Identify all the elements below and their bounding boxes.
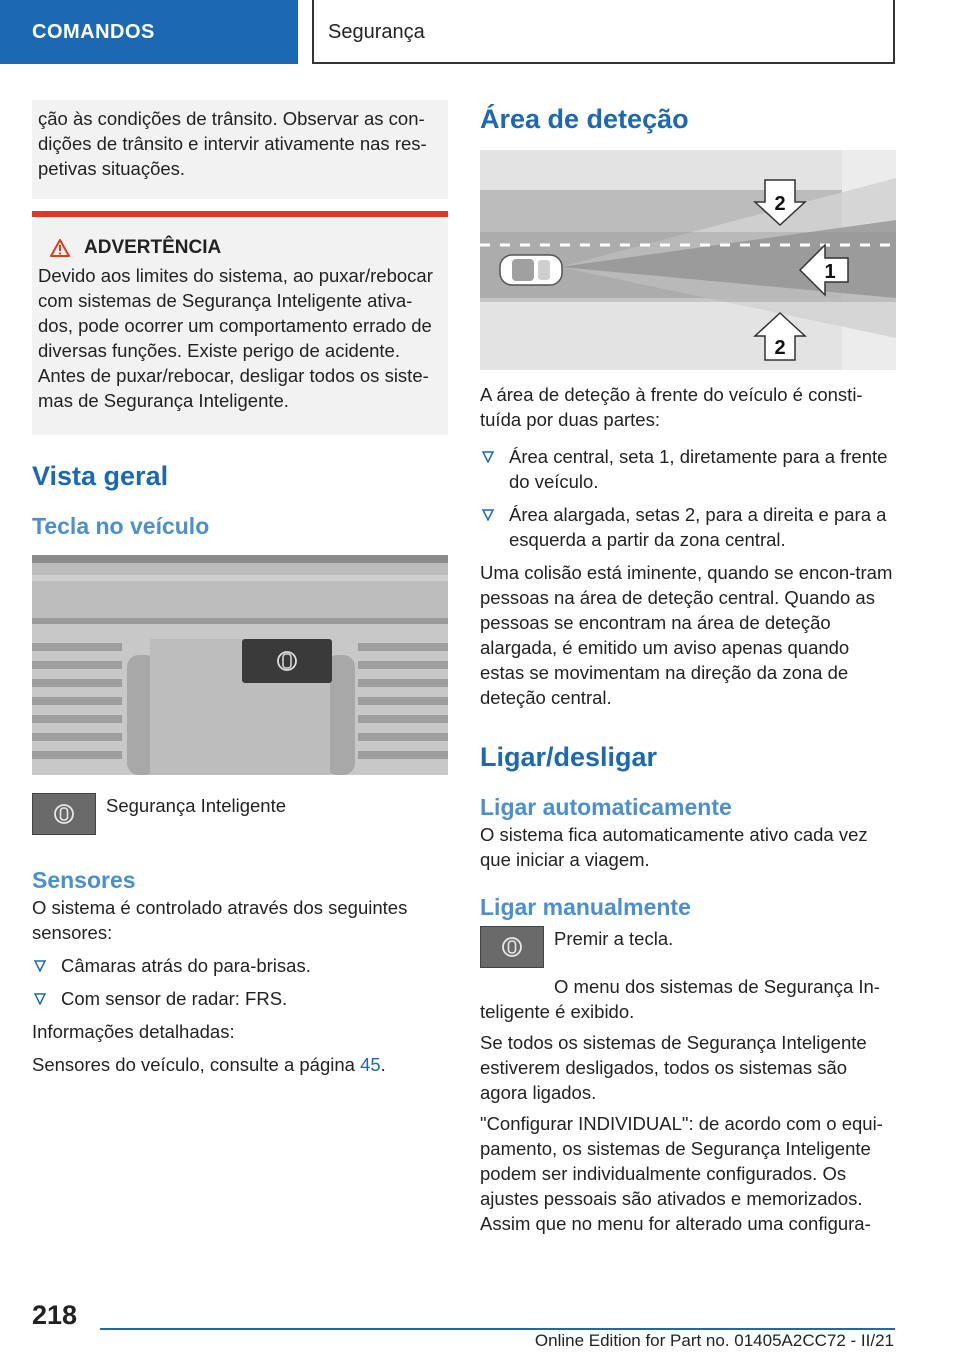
detection-heading: Área de deteção bbox=[480, 104, 689, 134]
intelligent-safety-button-icon bbox=[32, 793, 96, 835]
bullet-triangle-icon bbox=[34, 993, 46, 1005]
bullet-triangle-icon bbox=[34, 960, 46, 972]
svg-text:1: 1 bbox=[824, 261, 836, 283]
list-item: Área alargada, setas 2, para a direita e para a esquerda a partir da zona central. bbox=[480, 502, 896, 552]
warning-icon bbox=[50, 239, 70, 257]
list-item: Câmaras atrás do para-brisas. bbox=[32, 953, 448, 978]
continued-note-box bbox=[32, 100, 448, 199]
detection-list bbox=[480, 444, 896, 552]
list-item: Com sensor de radar: FRS. bbox=[32, 986, 448, 1011]
footer-divider bbox=[100, 1328, 895, 1330]
auto-heading: Ligar automaticamente bbox=[480, 794, 732, 820]
svg-text:2: 2 bbox=[774, 337, 786, 359]
sensors-list bbox=[32, 953, 448, 1011]
svg-text:2: 2 bbox=[774, 193, 786, 215]
chapter-tab bbox=[312, 0, 895, 64]
vehicle-icon bbox=[500, 255, 562, 285]
left-column bbox=[32, 100, 448, 1077]
section-tab bbox=[0, 0, 298, 64]
manual-step1: Premir a tecla. bbox=[554, 928, 674, 949]
manual-text1: Se todos os sistemas de Segurança Inteligente estiverem desligados, todos os sistemas são agora ligados. bbox=[480, 1032, 867, 1103]
list-item: Área central, seta 1, diretamente para a frente do veículo. bbox=[480, 444, 896, 494]
intelligent-safety-button-icon bbox=[480, 926, 544, 968]
right-column bbox=[480, 100, 896, 1236]
detection-text: Uma colisão está iminente, quando se encon-tram pessoas na área de deteção central. Quando as pessoas se encontram na área de deteção alargada, é emitido um aviso apenas quando estas se movimentam na direção da zona de deteção central. bbox=[480, 562, 893, 708]
detection-intro: A área de deteção à frente do veículo é consti-tuída por duas partes: bbox=[480, 384, 863, 430]
onoff-heading: Ligar/desligar bbox=[480, 742, 658, 772]
chapter-label: Segurança bbox=[328, 21, 425, 43]
overview-heading: Vista geral bbox=[32, 461, 169, 491]
car-shield-icon bbox=[501, 936, 523, 958]
page-number: 218 bbox=[32, 1300, 78, 1330]
button-heading: Tecla no veículo bbox=[32, 513, 210, 539]
manual-heading: Ligar manualmente bbox=[480, 894, 691, 920]
warning-title bbox=[38, 237, 440, 259]
button-caption: Segurança Inteligente bbox=[106, 795, 286, 816]
car-shield-icon bbox=[53, 803, 75, 825]
auto-text: O sistema fica automaticamente ativo cada vez que iniciar a viagem. bbox=[480, 824, 868, 870]
sensors-heading: Sensores bbox=[32, 867, 136, 893]
sensors-text: O sistema é controlado através dos seguintes sensores: bbox=[32, 897, 408, 943]
dashboard-button-photo bbox=[32, 555, 448, 775]
manual-text2: "Configurar INDIVIDUAL": de acordo com o equi-pamento, os sistemas de Segurança Inteligente podem ser individualmente configurados. Os ajustes pessoais são ativados e memorizados. Assim que no menu for alterado uma configura- bbox=[480, 1113, 883, 1234]
warning-text: Devido aos limites do sistema, ao puxar/rebocar com sistemas de Segurança Inteligente ativa-dos, pode ocorrer um comportamento errado de diversas funções. Existe perigo de acidente. Antes de puxar/rebocar, desligar todos os siste-mas de Segurança Inteligente. bbox=[38, 265, 433, 411]
manual-step bbox=[480, 926, 896, 968]
detection-area-diagram bbox=[480, 150, 896, 370]
bullet-triangle-icon bbox=[482, 509, 494, 521]
warning-title-text: ADVERTÊNCIA bbox=[84, 237, 222, 258]
edition-text: Online Edition for Part no. 01405A2CC72 - II/21 bbox=[534, 1331, 894, 1350]
manual-step2: O menu dos sistemas de Segurança In-teligente é exibido. bbox=[480, 976, 880, 1022]
section-label: COMANDOS bbox=[32, 21, 155, 43]
details-reference: Sensores do veículo, consulte a página 45. bbox=[32, 1054, 386, 1075]
page-link[interactable]: 45 bbox=[360, 1054, 381, 1075]
continued-note-text: ção às condições de trânsito. Observar as con-dições de trânsito e intervir ativamente nas res-petivas situações. bbox=[38, 108, 427, 179]
bullet-triangle-icon bbox=[482, 451, 494, 463]
details-label: Informações detalhadas: bbox=[32, 1021, 235, 1042]
warning-box bbox=[32, 211, 448, 435]
button-legend bbox=[32, 793, 448, 835]
